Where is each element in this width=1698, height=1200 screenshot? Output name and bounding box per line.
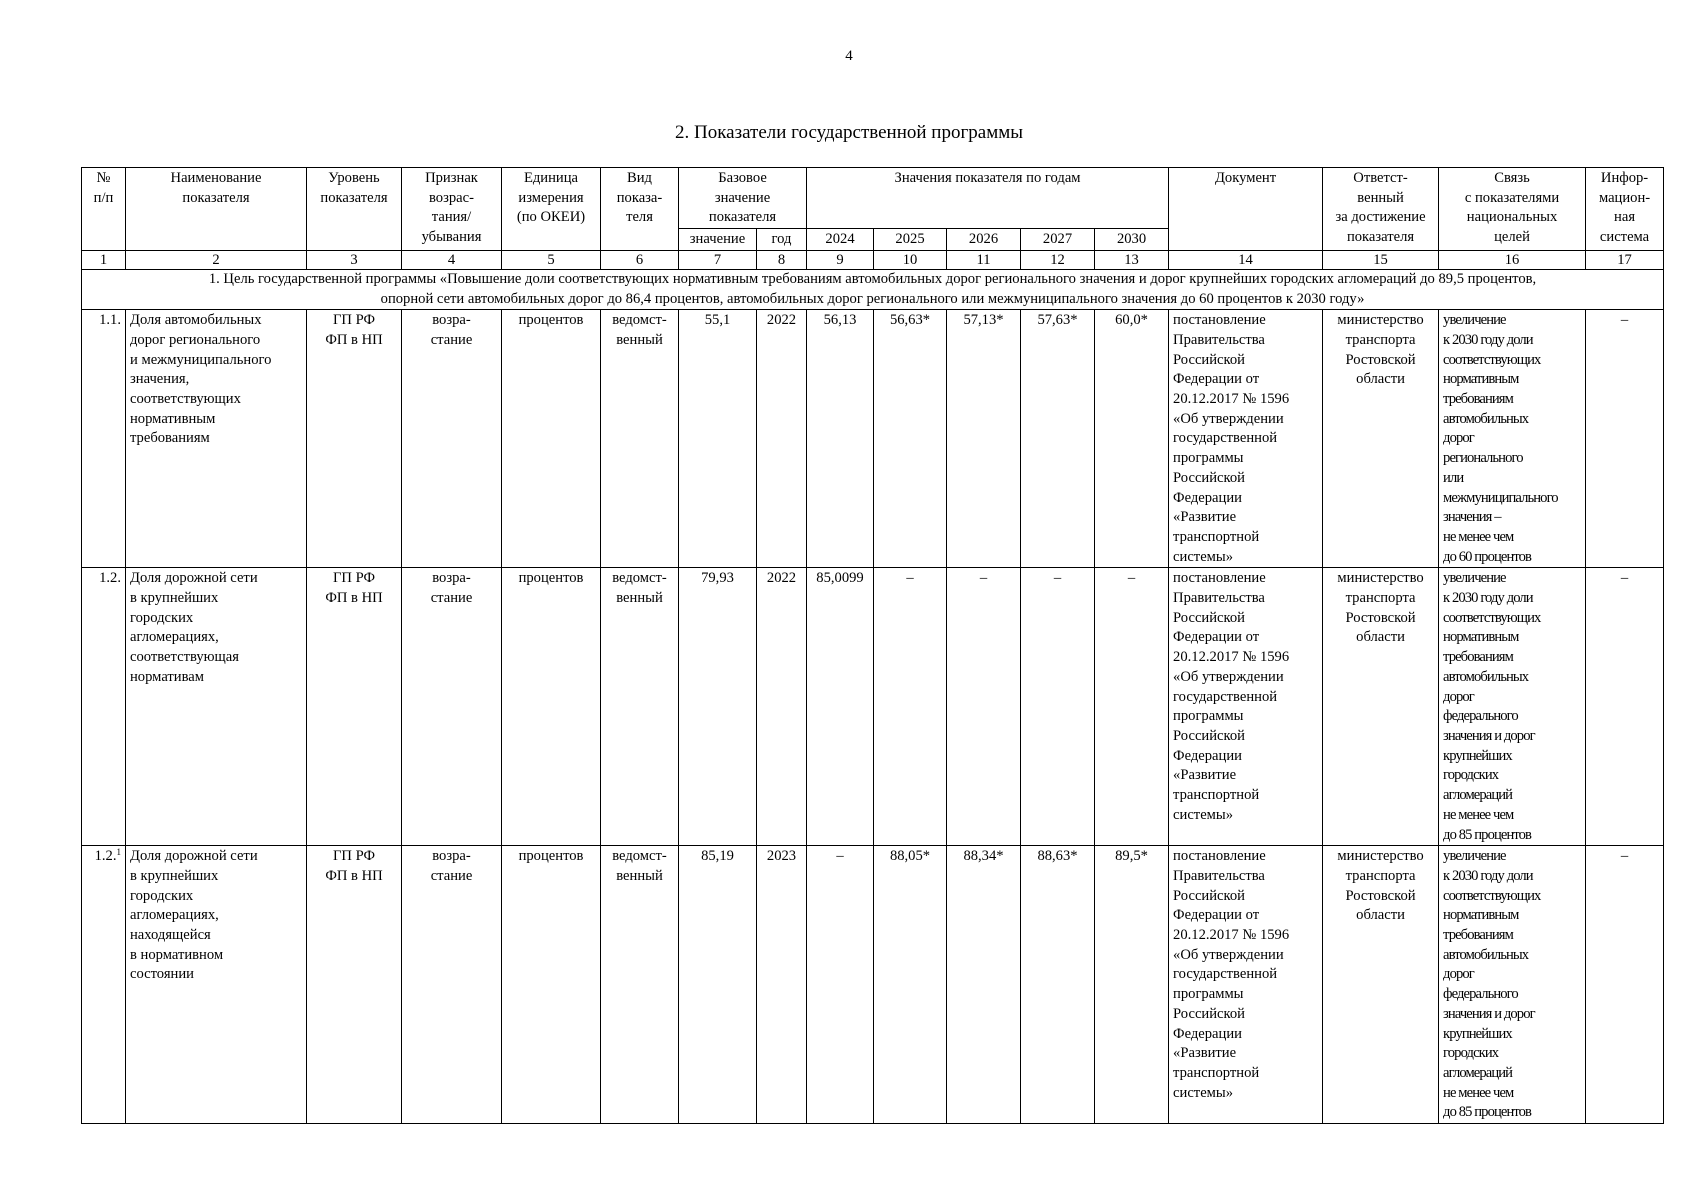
- row-document: постановление Правительства Российской Федерации от 20.12.2017 № 1596 «Об утверждении государственной программы Российской Федерации «Развитие транспортной системы»: [1169, 846, 1323, 1124]
- row-responsible: министерство транспорта Ростовской области: [1323, 568, 1439, 846]
- header-years: Значения показателя по годам: [807, 168, 1169, 229]
- table-row: [82, 568, 1664, 846]
- row-base-value: 85,19: [679, 846, 757, 1124]
- column-number: 17: [1586, 250, 1664, 269]
- row-value-2027: –: [1021, 568, 1095, 846]
- header-sign: Признак возрас- тания/ убывания: [402, 168, 502, 251]
- row-value-2027: 57,63*: [1021, 310, 1095, 568]
- row-value-2030: 60,0*: [1095, 310, 1169, 568]
- header-info: Инфор- мацион- ная система: [1586, 168, 1664, 251]
- header-year-2026: 2026: [947, 229, 1021, 251]
- header-year-2027: 2027: [1021, 229, 1095, 251]
- row-base-value: 55,1: [679, 310, 757, 568]
- row-national-goal-link: увеличение к 2030 году доли соответствующих нормативным требованиям автомобильных дорог федерального значения и дорог крупнейших городских агломераций не менее чем до 85 процентов: [1439, 568, 1586, 846]
- row-level: ГП РФ ФП в НП: [307, 846, 402, 1124]
- column-number: 16: [1439, 250, 1586, 269]
- row-info-system: –: [1586, 846, 1664, 1124]
- row-name: Доля дорожной сети в крупнейших городских агломерациях, находящейся в нормативном состоянии: [126, 846, 307, 1124]
- row-value-2024: 85,0099: [807, 568, 874, 846]
- goal-text: 1. Цель государственной программы «Повышение доли соответствующих нормативным требованиям автомобильных дорог регионального значения и дорог крупнейших городских агломераций до 89,5 процентов, опорной сети автомобильных дорог до 86,4 процентов, автомобильных дорог регионального или межмуниципального значения до 60 процентов к 2030 году»: [82, 269, 1664, 309]
- row-type: ведомст- венный: [601, 310, 679, 568]
- row-document: постановление Правительства Российской Федерации от 20.12.2017 № 1596 «Об утверждении государственной программы Российской Федерации «Развитие транспортной системы»: [1169, 310, 1323, 568]
- goal-row: [82, 269, 1664, 309]
- row-base-year: 2022: [757, 310, 807, 568]
- header-year-2024: 2024: [807, 229, 874, 251]
- row-value-2026: 88,34*: [947, 846, 1021, 1124]
- row-base-year: 2022: [757, 568, 807, 846]
- row-base-year: 2023: [757, 846, 807, 1124]
- row-value-2025: –: [874, 568, 947, 846]
- column-number: 7: [679, 250, 757, 269]
- table-row: [82, 310, 1664, 568]
- row-info-system: –: [1586, 310, 1664, 568]
- row-no: 1.2.$^1$: [82, 846, 126, 1124]
- row-type: ведомст- венный: [601, 568, 679, 846]
- row-value-2024: 56,13: [807, 310, 874, 568]
- row-value-2027: 88,63*: [1021, 846, 1095, 1124]
- row-name: Доля автомобильных дорог регионального и межмуниципального значения, соответствующих нормативным требованиям: [126, 310, 307, 568]
- row-type: ведомст- венный: [601, 846, 679, 1124]
- table-row: [82, 846, 1664, 1124]
- row-value-2024: –: [807, 846, 874, 1124]
- header-no: № п/п: [82, 168, 126, 251]
- table-header-row: [82, 168, 1664, 229]
- column-number: 11: [947, 250, 1021, 269]
- row-responsible: министерство транспорта Ростовской области: [1323, 846, 1439, 1124]
- column-number: 15: [1323, 250, 1439, 269]
- header-doc: Документ: [1169, 168, 1323, 251]
- row-value-2025: 56,63*: [874, 310, 947, 568]
- row-document: постановление Правительства Российской Федерации от 20.12.2017 № 1596 «Об утверждении государственной программы Российской Федерации «Развитие транспортной системы»: [1169, 568, 1323, 846]
- row-unit: процентов: [502, 310, 601, 568]
- header-base: Базовое значение показателя: [679, 168, 807, 229]
- column-number: 9: [807, 250, 874, 269]
- row-no: 1.2.: [82, 568, 126, 846]
- header-year-2025: 2025: [874, 229, 947, 251]
- header-type: Вид показа- теля: [601, 168, 679, 251]
- row-no: 1.1.: [82, 310, 126, 568]
- column-number: 13: [1095, 250, 1169, 269]
- column-number: 14: [1169, 250, 1323, 269]
- row-unit: процентов: [502, 846, 601, 1124]
- header-level: Уровень показателя: [307, 168, 402, 251]
- column-numbers-row: [82, 250, 1664, 269]
- row-base-value: 79,93: [679, 568, 757, 846]
- column-number: 1: [82, 250, 126, 269]
- row-national-goal-link: увеличение к 2030 году доли соответствующих нормативным требованиям автомобильных дорог регионального или межмуниципального значения – не менее чем до 60 процентов: [1439, 310, 1586, 568]
- header-name: Наименование показателя: [126, 168, 307, 251]
- header-year-2030: 2030: [1095, 229, 1169, 251]
- row-value-2025: 88,05*: [874, 846, 947, 1124]
- column-number: 12: [1021, 250, 1095, 269]
- row-sign: возра- стание: [402, 846, 502, 1124]
- column-number: 5: [502, 250, 601, 269]
- column-number: 10: [874, 250, 947, 269]
- row-value-2030: –: [1095, 568, 1169, 846]
- row-level: ГП РФ ФП в НП: [307, 310, 402, 568]
- column-number: 2: [126, 250, 307, 269]
- row-value-2026: 57,13*: [947, 310, 1021, 568]
- column-number: 3: [307, 250, 402, 269]
- row-national-goal-link: увеличение к 2030 году доли соответствующих нормативным требованиям автомобильных дорог федерального значения и дорог крупнейших городских агломераций не менее чем до 85 процентов: [1439, 846, 1586, 1124]
- page-number: 4: [845, 48, 853, 64]
- header-link: Связь с показателями национальных целей: [1439, 168, 1586, 251]
- row-sign: возра- стание: [402, 310, 502, 568]
- row-sign: возра- стание: [402, 568, 502, 846]
- row-responsible: министерство транспорта Ростовской области: [1323, 310, 1439, 568]
- column-number: 6: [601, 250, 679, 269]
- section-title: 2. Показатели государственной программы: [674, 122, 1024, 143]
- header-resp: Ответст- венный за достижение показателя: [1323, 168, 1439, 251]
- column-number: 8: [757, 250, 807, 269]
- row-level: ГП РФ ФП в НП: [307, 568, 402, 846]
- column-number: 4: [402, 250, 502, 269]
- header-unit: Единица измерения (по ОКЕИ): [502, 168, 601, 251]
- row-value-2026: –: [947, 568, 1021, 846]
- header-base-value: значение: [679, 229, 757, 251]
- indicators-table: [81, 167, 1664, 1124]
- header-base-year: год: [757, 229, 807, 251]
- row-name: Доля дорожной сети в крупнейших городских агломерациях, соответствующая нормативам: [126, 568, 307, 846]
- row-value-2030: 89,5*: [1095, 846, 1169, 1124]
- row-info-system: –: [1586, 568, 1664, 846]
- row-unit: процентов: [502, 568, 601, 846]
